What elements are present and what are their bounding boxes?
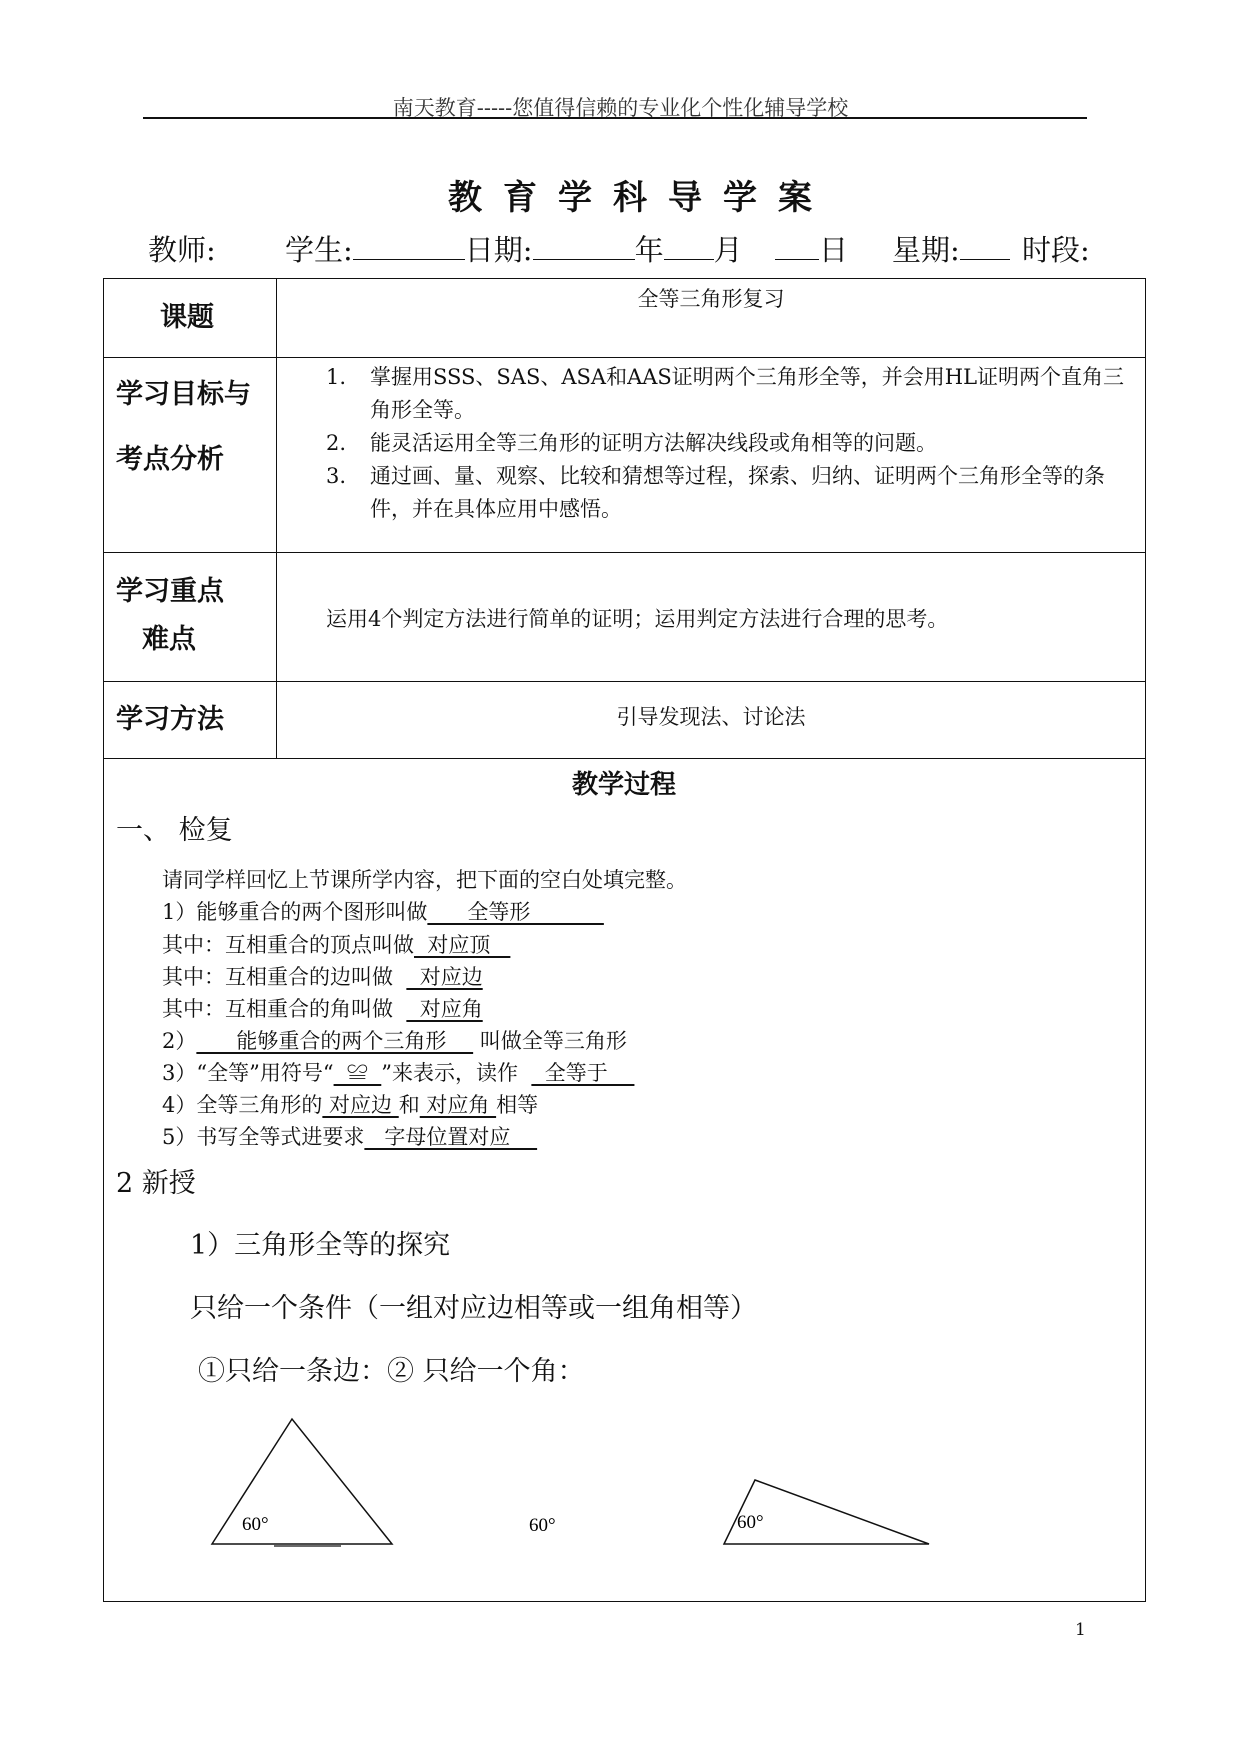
student-label: 学生: xyxy=(285,233,353,267)
method-label: 学习方法 xyxy=(116,704,224,735)
angle-label: 60° xyxy=(242,1514,269,1535)
page-number: 1 xyxy=(1075,1620,1086,1640)
row-divider xyxy=(104,758,1145,759)
weekday-label: 星期: xyxy=(892,233,960,267)
day-field[interactable] xyxy=(775,228,848,269)
topic-label: 课题 xyxy=(160,302,214,333)
year-label: 年 xyxy=(634,233,664,267)
student-field[interactable] xyxy=(285,228,743,269)
triangle-figures xyxy=(104,1389,1144,1569)
review-line-4: 其中：互相重合的角叫做 对应角 xyxy=(162,997,483,1021)
month-blank[interactable] xyxy=(664,233,714,260)
goal-item: 3. 通过画、量、观察、比较和猜想等过程，探索、归纳、证明两个三角形全等的条件，并在具体应用中感悟。 xyxy=(326,464,1105,521)
angle-label: 60° xyxy=(737,1512,764,1533)
review-line-7: 4）全等三角形的 对应边 和 对应角 相等 xyxy=(162,1093,539,1117)
method-value: 引导发现法、讨论法 xyxy=(616,705,806,729)
month-label: 月 xyxy=(713,233,743,267)
school-header: 南天教育-----您值得信赖的专业化个性化辅导学校 xyxy=(392,96,849,120)
header-divider xyxy=(143,117,1087,119)
teacher-label: 教师: xyxy=(148,233,216,267)
weekday-blank[interactable] xyxy=(960,233,1010,260)
date-label: 日期: xyxy=(464,233,533,267)
key-label-line2: 难点 xyxy=(142,624,196,655)
angle-label-standalone: 60° xyxy=(529,1515,556,1536)
triangle-equilateral xyxy=(212,1419,392,1546)
period-label: 时段: xyxy=(1022,233,1090,267)
review-intro: 请同学样回忆上节课所学内容，把下面的空白处填完整。 xyxy=(162,868,687,892)
answer-blank[interactable]: 对应顶 xyxy=(414,933,511,957)
row-divider xyxy=(104,552,1145,553)
answer-blank[interactable]: 能够重合的两个三角形 xyxy=(196,1029,474,1053)
review-line-8: 5）书写全等式进要求 字母位置对应 xyxy=(162,1125,538,1149)
review-line-1: 1）能够重合的两个图形叫做 全等形 xyxy=(162,900,604,924)
answer-blank[interactable]: 对应边 xyxy=(406,965,483,989)
answer-blank[interactable]: 字母位置对应 xyxy=(364,1125,538,1149)
review-line-5: 2） 能够重合的两个三角形 叫做全等三角形 xyxy=(162,1029,627,1053)
document-title: 教育学科导学案 xyxy=(448,178,833,218)
answer-blank[interactable]: 对应角 xyxy=(406,997,483,1021)
goals-label-line2: 考点分析 xyxy=(116,444,224,475)
row-divider xyxy=(104,357,1145,358)
weekday-field[interactable] xyxy=(892,228,1010,269)
lesson-plan-table xyxy=(103,278,1146,1602)
goal-item: 1. 掌握用SSS、SAS、ASA和AAS证明两个三角形全等，并会用HL证明两个直角三角形全等。 xyxy=(326,365,1125,422)
answer-blank[interactable]: 对应边 xyxy=(322,1093,399,1117)
subsection-exploration: 1）三角形全等的探究 xyxy=(190,1230,451,1261)
goals-list xyxy=(326,361,1132,526)
triangle-obtuse xyxy=(724,1480,929,1544)
answer-blank[interactable]: 全等于 xyxy=(531,1061,635,1085)
topic-value: 全等三角形复习 xyxy=(637,287,785,311)
symbol-blank[interactable]: ≌ xyxy=(333,1061,382,1085)
review-line-6: 3）“全等”用符号“ ≌ ”来表示，读作 全等于 xyxy=(162,1061,635,1085)
goal-item: 2. 能灵活运用全等三角形的证明方法解决线段或角相等的问题。 xyxy=(326,431,937,455)
student-blank[interactable] xyxy=(353,233,465,260)
review-line-2: 其中：互相重合的顶点叫做 对应顶 xyxy=(162,933,511,957)
section-review-heading: 一、 检复 xyxy=(116,815,233,846)
review-line-3: 其中：互相重合的边叫做 对应边 xyxy=(162,965,483,989)
day-label: 日 xyxy=(819,233,849,267)
section-new-heading: 2 新授 xyxy=(116,1168,196,1199)
row-divider xyxy=(104,681,1145,682)
date-blank[interactable] xyxy=(533,233,635,260)
key-label-line1: 学习重点 xyxy=(116,576,224,607)
day-blank[interactable] xyxy=(775,233,819,260)
goals-label-line1: 学习目标与 xyxy=(116,379,251,410)
answer-blank[interactable]: 对应角 xyxy=(419,1093,497,1117)
key-value: 运用4个判定方法进行简单的证明；运用判定方法进行合理的思考。 xyxy=(326,607,949,631)
subsection-cases: ①只给一条边：② 只给一个角： xyxy=(198,1356,585,1387)
answer-blank[interactable]: 全等形 xyxy=(427,900,604,924)
process-title: 教学过程 xyxy=(571,770,676,800)
column-divider xyxy=(276,279,277,759)
subsection-one-condition: 只给一个条件（一组对应边相等或一组角相等） xyxy=(190,1293,757,1324)
